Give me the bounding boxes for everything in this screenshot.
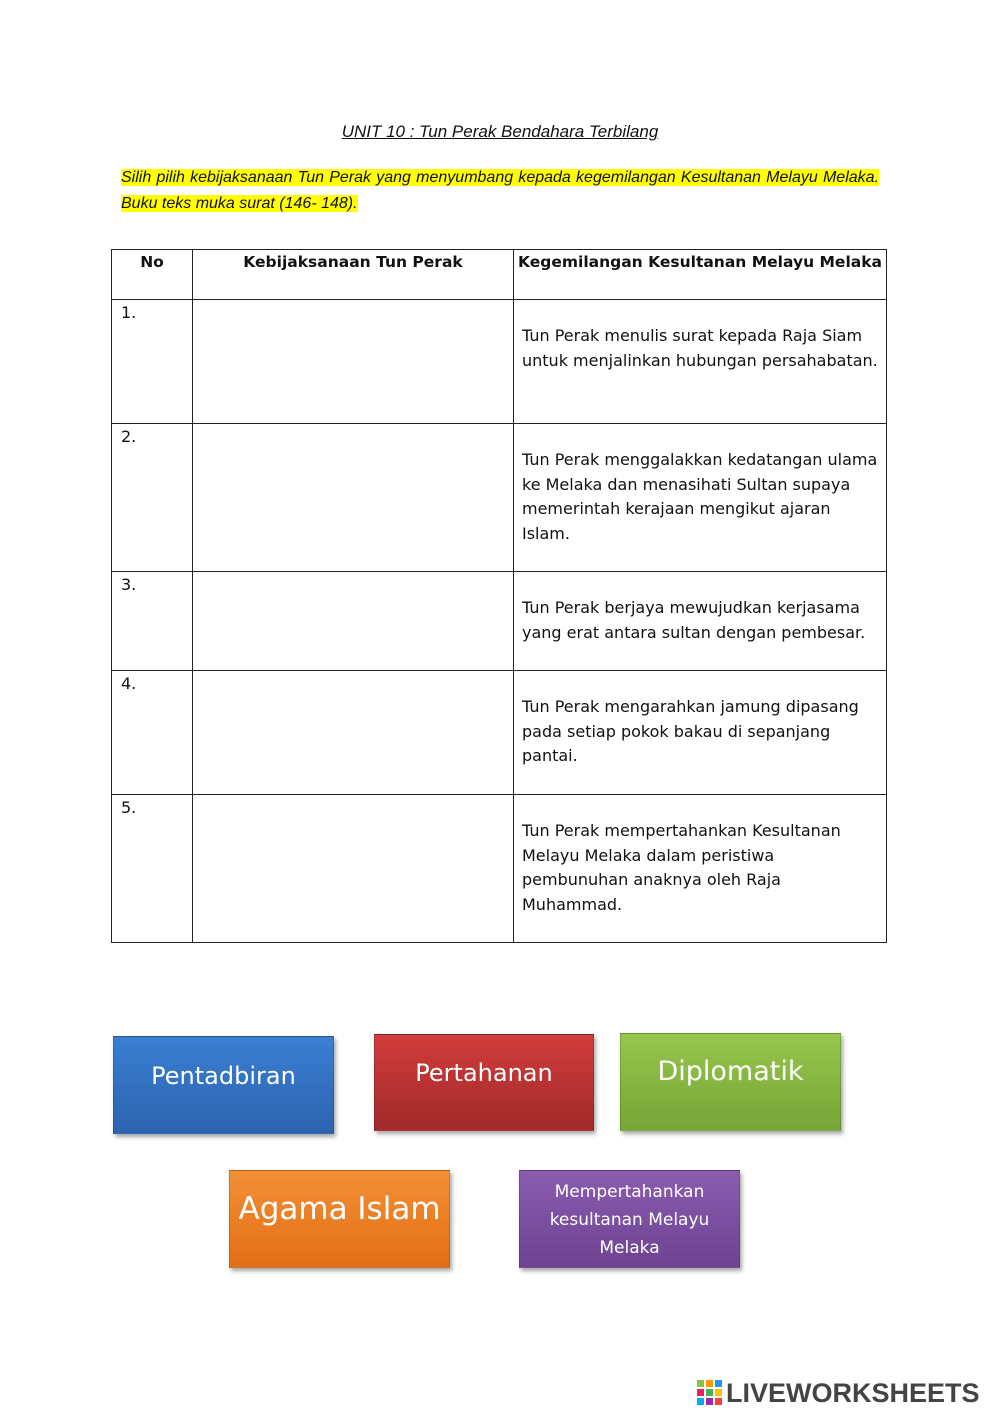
option-mempertahankan-kesultanan[interactable]: Mempertahankan kesultanan Melayu Melaka <box>519 1170 740 1268</box>
header-kegemilangan: Kegemilangan Kesultanan Melayu Melaka <box>514 250 887 300</box>
row-description: Tun Perak mengarahkan jamung dipasang pada setiap pokok bakau di sepanjang pantai. <box>522 697 859 765</box>
header-no: No <box>112 250 193 300</box>
option-pentadbiran[interactable]: Pentadbiran <box>113 1036 334 1134</box>
answer-drop-zone[interactable] <box>193 795 514 943</box>
row-description: Tun Perak mempertahankan Kesultanan Melayu Melaka dalam peristiwa pembunuhan anaknya oleh Raja Muhammad. <box>522 821 841 914</box>
table-header-row <box>112 250 887 300</box>
answer-drop-zone[interactable] <box>193 300 514 424</box>
table-row <box>112 795 887 943</box>
option-diplomatik[interactable]: Diplomatik <box>620 1033 841 1131</box>
page-title: UNIT 10 : Tun Perak Bendahara Terbilang <box>341 122 659 141</box>
table-row <box>112 300 887 424</box>
instruction-text: Silih pilih kebijaksanaan Tun Perak yang menyumbang kepada kegemilangan Kesultanan Melayu Melaka. Buku teks muka surat (146- 148). <box>121 169 879 212</box>
row-number: 2. <box>121 427 137 446</box>
option-agama-islam[interactable]: Agama Islam <box>229 1170 450 1268</box>
answer-drop-zone[interactable] <box>193 671 514 795</box>
table-row <box>112 424 887 572</box>
row-number: 1. <box>121 303 137 322</box>
header-kebijaksanaan: Kebijaksanaan Tun Perak <box>193 250 514 300</box>
liveworksheets-brand: LIVEWORKSHEETS <box>726 1377 980 1408</box>
liveworksheets-logo-icon <box>697 1380 723 1406</box>
instruction <box>121 165 879 217</box>
row-description: Tun Perak berjaya mewujudkan kerjasama yang erat antara sultan dengan pembesar. <box>522 598 866 642</box>
answer-drop-zone[interactable] <box>193 572 514 671</box>
table-row <box>112 572 887 671</box>
answer-drop-zone[interactable] <box>193 424 514 572</box>
row-description: Tun Perak menulis surat kepada Raja Siam untuk menjalinkan hubungan persahabatan. <box>522 326 878 370</box>
worksheet-table <box>111 249 887 943</box>
row-description: Tun Perak menggalakkan kedatangan ulama ke Melaka dan menasihati Sultan supaya memerintah kerajaan mengikut ajaran Islam. <box>522 450 878 543</box>
liveworksheets-logo[interactable] <box>697 1378 980 1408</box>
option-pertahanan[interactable]: Pertahanan <box>374 1034 594 1131</box>
row-number: 5. <box>121 798 137 817</box>
table-row <box>112 671 887 795</box>
row-number: 4. <box>121 674 137 693</box>
row-number: 3. <box>121 575 137 594</box>
